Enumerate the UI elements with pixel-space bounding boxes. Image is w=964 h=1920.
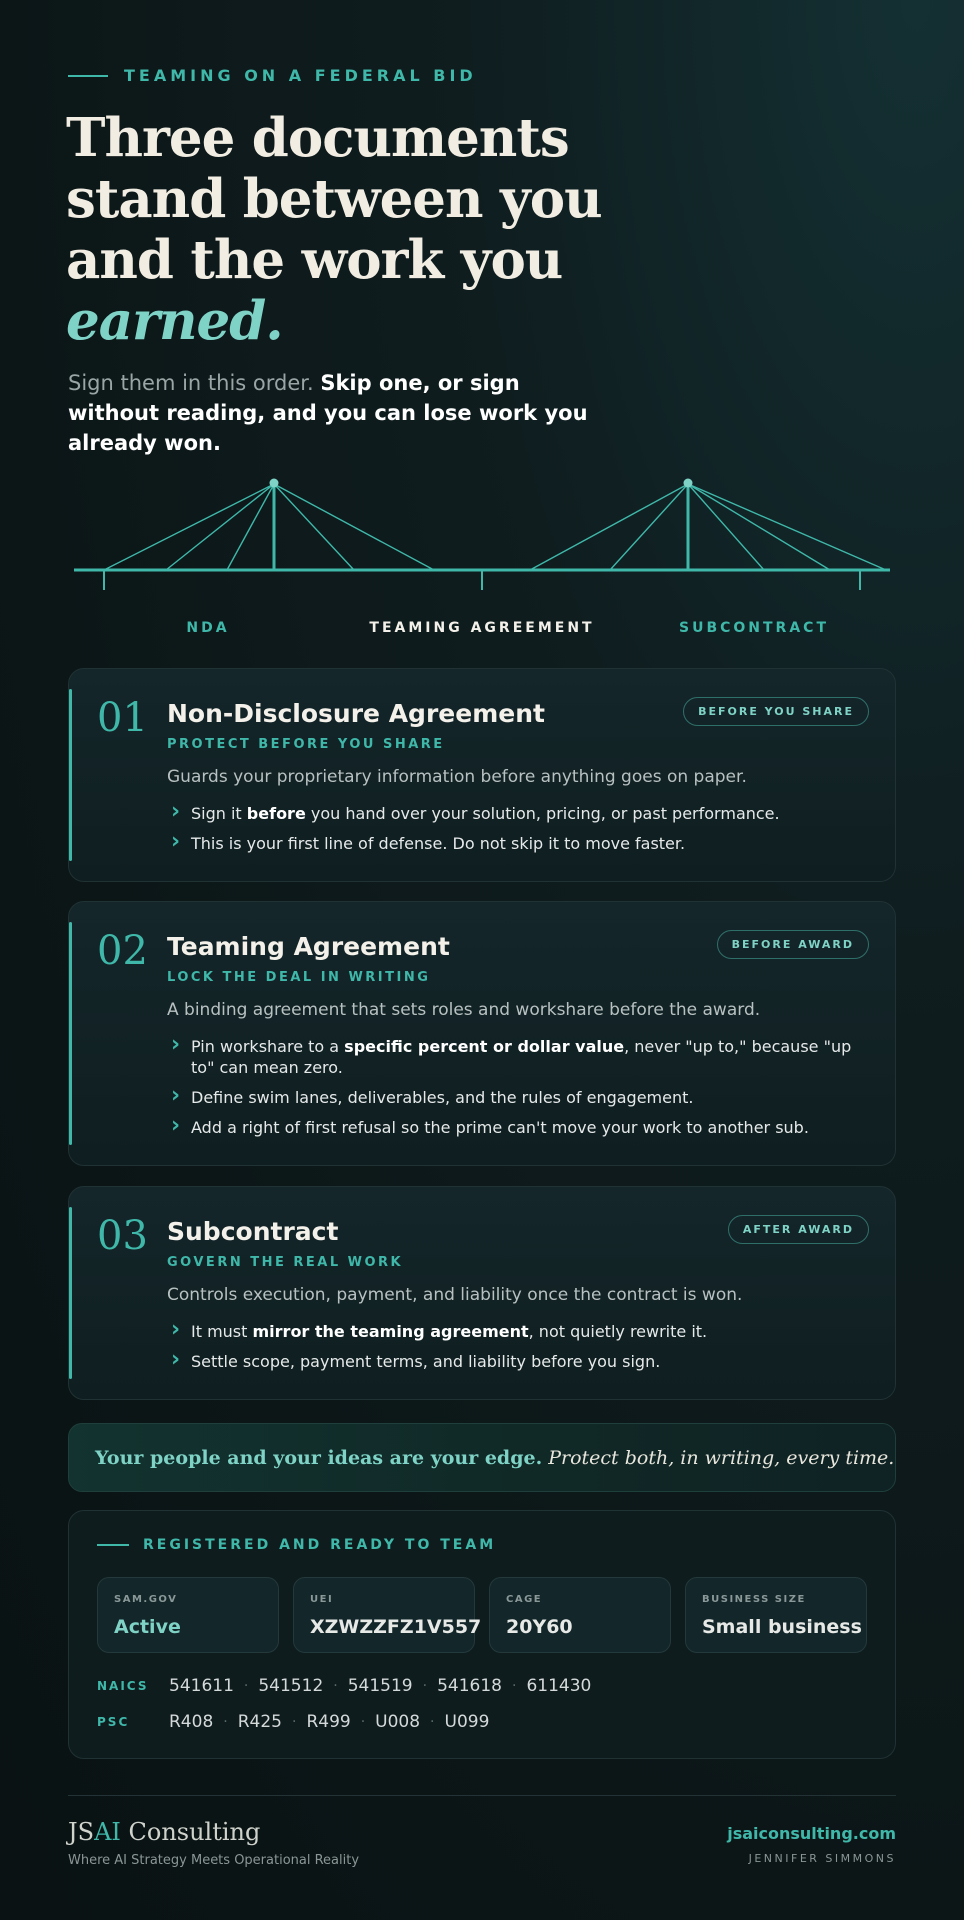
psc-label: PSC	[97, 1715, 130, 1729]
list-item: › Add a right of first refusal so the prime can't move your work to another sub.	[167, 1117, 855, 1138]
card-title: Subcontract	[167, 1217, 339, 1246]
card-timing-badge: BEFORE AWARD	[717, 930, 869, 959]
headline	[66, 108, 626, 352]
stat-uei	[293, 1577, 482, 1653]
card-accent-bar	[69, 922, 72, 1145]
bridge-tower-cap-right	[684, 479, 693, 488]
naics-label: NAICS	[97, 1679, 149, 1693]
psc-code: R425	[237, 1712, 282, 1732]
eyebrow-text: TEAMING ON A FEDERAL BID	[124, 66, 477, 85]
naics-code: 541611	[169, 1676, 234, 1696]
bridge-cables-left	[104, 484, 434, 570]
card-timing-badge: BEFORE YOU SHARE	[683, 697, 869, 726]
card-teaming-agreement	[68, 901, 896, 1166]
bridge-cables-right	[530, 484, 886, 570]
stage-label-nda: NDA	[186, 620, 230, 636]
bridge-illustration	[74, 474, 890, 594]
card-description: Controls execution, payment, and liability once the contract is won.	[167, 1285, 743, 1305]
stat-value: 20Y60	[506, 1616, 573, 1638]
card-nda	[68, 668, 896, 882]
bridge-tower-cap-left	[270, 479, 279, 488]
card-accent-bar	[69, 689, 72, 861]
headline-line-3: and the work you	[66, 229, 563, 291]
subhead	[68, 368, 608, 458]
card-timing-badge: AFTER AWARD	[728, 1215, 869, 1244]
stage-label-subcontract: SUBCONTRACT	[678, 620, 830, 636]
stage-labels	[68, 620, 896, 640]
list-item: › It must mirror the teaming agreement, not quietly rewrite it.	[167, 1321, 855, 1342]
naics-code: 541519	[347, 1676, 413, 1696]
stat-label: CAGE	[506, 1594, 543, 1605]
card-kicker: GOVERN THE REAL WORK	[167, 1255, 404, 1270]
card-title: Teaming Agreement	[167, 932, 450, 961]
list-item: › Sign it before you hand over your solution, pricing, or past performance.	[167, 803, 855, 824]
headline-line-1: Three documents	[66, 107, 569, 169]
registration-heading	[97, 1537, 496, 1553]
quote-strong: Your people and your ideas are your edge.	[95, 1446, 543, 1469]
stat-business-size	[685, 1577, 867, 1653]
footer-divider	[68, 1795, 896, 1796]
card-accent-bar	[69, 1207, 72, 1379]
brand-logo: JSAI Consulting	[68, 1818, 261, 1846]
card-bullets	[167, 803, 855, 863]
headline-accent: earned.	[66, 290, 283, 352]
card-title: Non-Disclosure Agreement	[167, 699, 545, 728]
registration-panel	[68, 1510, 896, 1759]
author-name: JENNIFER SIMMONS	[748, 1852, 896, 1865]
card-bullets	[167, 1036, 855, 1147]
callout-quote	[68, 1423, 896, 1492]
headline-line-2: stand between you	[66, 168, 602, 230]
website-link[interactable]: jsaiconsulting.com	[727, 1824, 896, 1843]
stat-label: SAM.GOV	[114, 1594, 178, 1605]
eyebrow-rule	[68, 75, 108, 77]
registration-rule	[97, 1544, 129, 1546]
naics-code: 611430	[526, 1676, 592, 1696]
stat-value: Active	[114, 1616, 181, 1638]
card-kicker: LOCK THE DEAL IN WRITING	[167, 970, 431, 985]
naics-code: 541618	[437, 1676, 502, 1696]
stat-label: UEI	[310, 1594, 334, 1605]
stat-label: BUSINESS SIZE	[702, 1594, 806, 1605]
card-number: 03	[97, 1213, 148, 1259]
stat-cage	[489, 1577, 671, 1653]
stat-value: Small business	[702, 1616, 862, 1638]
stat-value: XZWZZFZ1V557	[310, 1616, 482, 1638]
quote-italic: Protect both, in writing, every time.	[548, 1446, 895, 1469]
card-bullets	[167, 1321, 855, 1381]
stage-label-teaming: TEAMING AGREEMENT	[369, 620, 595, 636]
eyebrow	[68, 66, 477, 85]
naics-row: NAICS 541611 · 541512 · 541519 · 541618 · 611430	[97, 1676, 592, 1696]
psc-code: R499	[306, 1712, 351, 1732]
psc-code: U008	[375, 1712, 421, 1732]
psc-code: R408	[169, 1712, 214, 1732]
card-number: 01	[97, 695, 148, 741]
list-item: › This is your first line of defense. Do not skip it to move faster.	[167, 833, 855, 854]
subhead-lead: Sign them in this order.	[68, 371, 314, 395]
list-item: › Pin workshare to a specific percent or dollar value, never "up to," because "up to" can mean zero.	[167, 1036, 855, 1078]
psc-code: U099	[444, 1712, 490, 1732]
list-item: › Define swim lanes, deliverables, and the rules of engagement.	[167, 1087, 855, 1108]
list-item: › Settle scope, payment terms, and liability before you sign.	[167, 1351, 855, 1372]
card-description: Guards your proprietary information before anything goes on paper.	[167, 767, 747, 787]
brand-tagline: Where AI Strategy Meets Operational Reality	[68, 1853, 360, 1868]
stat-sam-gov	[97, 1577, 279, 1653]
psc-row: PSC R408 · R425 · R499 · U008 · U099	[97, 1712, 490, 1732]
card-subcontract	[68, 1186, 896, 1400]
card-description: A binding agreement that sets roles and workshare before the award.	[167, 1000, 761, 1020]
card-number: 02	[97, 928, 148, 974]
card-kicker: PROTECT BEFORE YOU SHARE	[167, 737, 445, 752]
registration-heading-text: REGISTERED AND READY TO TEAM	[143, 1537, 497, 1553]
subhead-strong: Skip one, or sign without reading, and you can lose work you already won.	[68, 371, 588, 455]
naics-code: 541512	[258, 1676, 324, 1696]
